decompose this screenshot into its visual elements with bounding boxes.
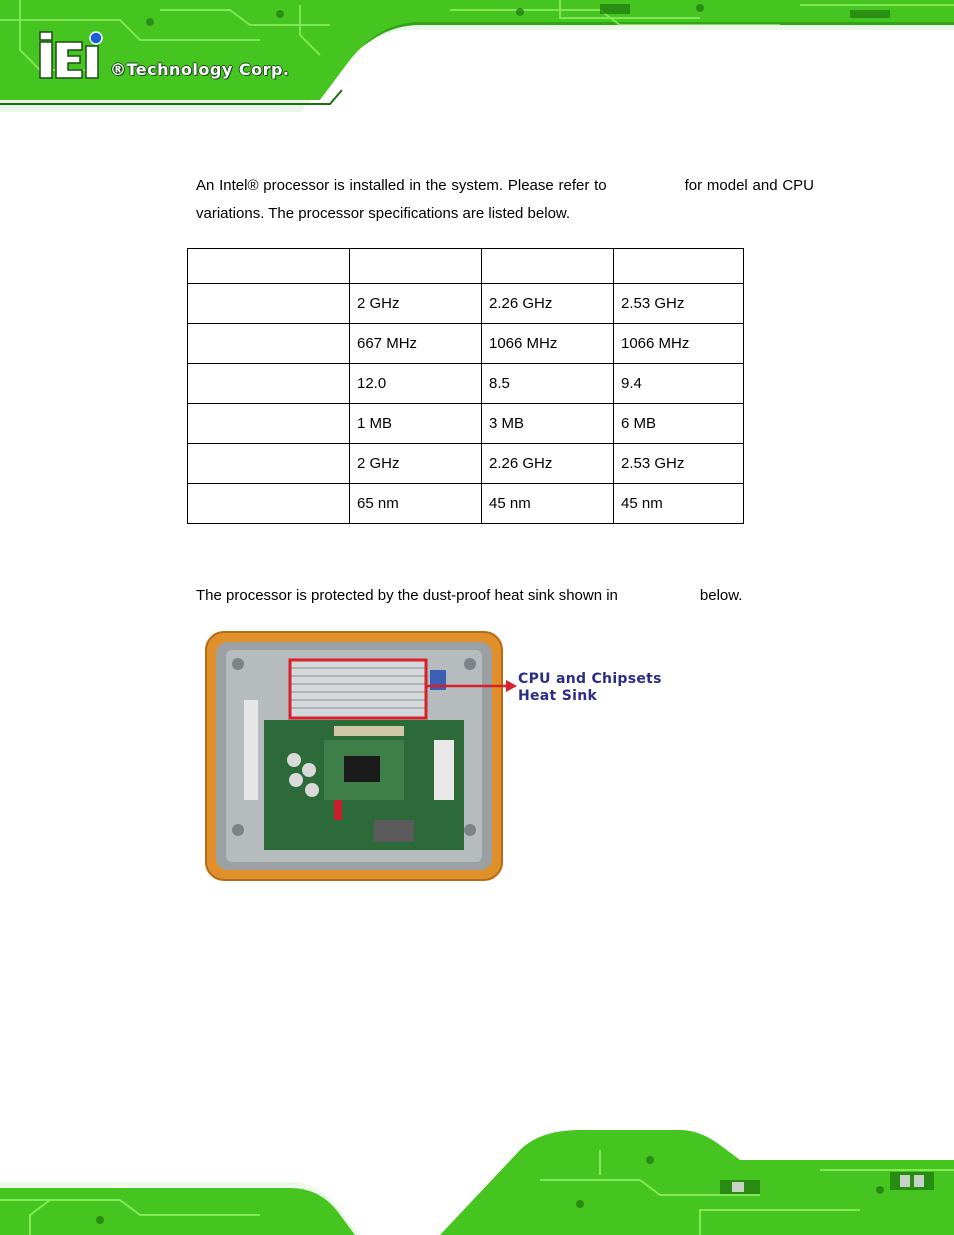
heatsink-paragraph — [196, 582, 814, 610]
table-cell: 1066 MHz — [614, 324, 744, 364]
callout-arrow-icon — [424, 676, 518, 696]
heatsink-photo — [204, 630, 504, 882]
table-row — [188, 484, 744, 524]
table-cell: 45 nm — [482, 484, 614, 524]
callout-line2: Heat Sink — [518, 688, 598, 704]
header-banner — [0, 0, 954, 112]
table-row — [188, 284, 744, 324]
table-cell — [188, 364, 350, 404]
iei-logo-icon — [38, 30, 108, 82]
processor-spec-table — [187, 248, 744, 524]
table-cell: 2.53 GHz — [614, 444, 744, 484]
table-header-cell — [350, 249, 482, 284]
table-header-cell — [614, 249, 744, 284]
table-cell: 1 MB — [350, 404, 482, 444]
intro-text-part2: for model and CPU variations. The processor specifications are listed below. — [196, 177, 814, 222]
table-cell: 3 MB — [482, 404, 614, 444]
table-cell: 2.26 GHz — [482, 284, 614, 324]
callout-line1: CPU and Chipsets — [518, 671, 662, 687]
table-row — [188, 404, 744, 444]
table-cell: 65 nm — [350, 484, 482, 524]
table-row — [188, 364, 744, 404]
table-cell: 2 GHz — [350, 284, 482, 324]
table-header-cell — [188, 249, 350, 284]
table-cell: 12.0 — [350, 364, 482, 404]
table-cell: 667 MHz — [350, 324, 482, 364]
table-cell — [188, 284, 350, 324]
table-cell: 2.26 GHz — [482, 444, 614, 484]
heatsink-text-part1: The processor is protected by the dust-proof heat sink shown in — [196, 587, 618, 604]
table-cell — [188, 444, 350, 484]
table-cell: 9.4 — [614, 364, 744, 404]
table-header-cell — [482, 249, 614, 284]
logo-text: ®Technology Corp. — [110, 60, 290, 79]
table-cell — [188, 404, 350, 444]
intro-paragraph — [196, 172, 814, 228]
table-cell: 8.5 — [482, 364, 614, 404]
table-cell — [188, 324, 350, 364]
table-header-row — [188, 249, 744, 284]
intro-text-part1: An Intel® processor is installed in the system. Please refer to — [196, 177, 607, 194]
table-cell: 45 nm — [614, 484, 744, 524]
footer-banner — [0, 1120, 954, 1235]
table-row — [188, 444, 744, 484]
table-cell: 6 MB — [614, 404, 744, 444]
figure-callout — [518, 671, 662, 705]
table-cell: 1066 MHz — [482, 324, 614, 364]
table-cell: 2.53 GHz — [614, 284, 744, 324]
table-row — [188, 324, 744, 364]
heatsink-text-part2: below. — [699, 587, 743, 604]
table-cell — [188, 484, 350, 524]
table-cell: 2 GHz — [350, 444, 482, 484]
